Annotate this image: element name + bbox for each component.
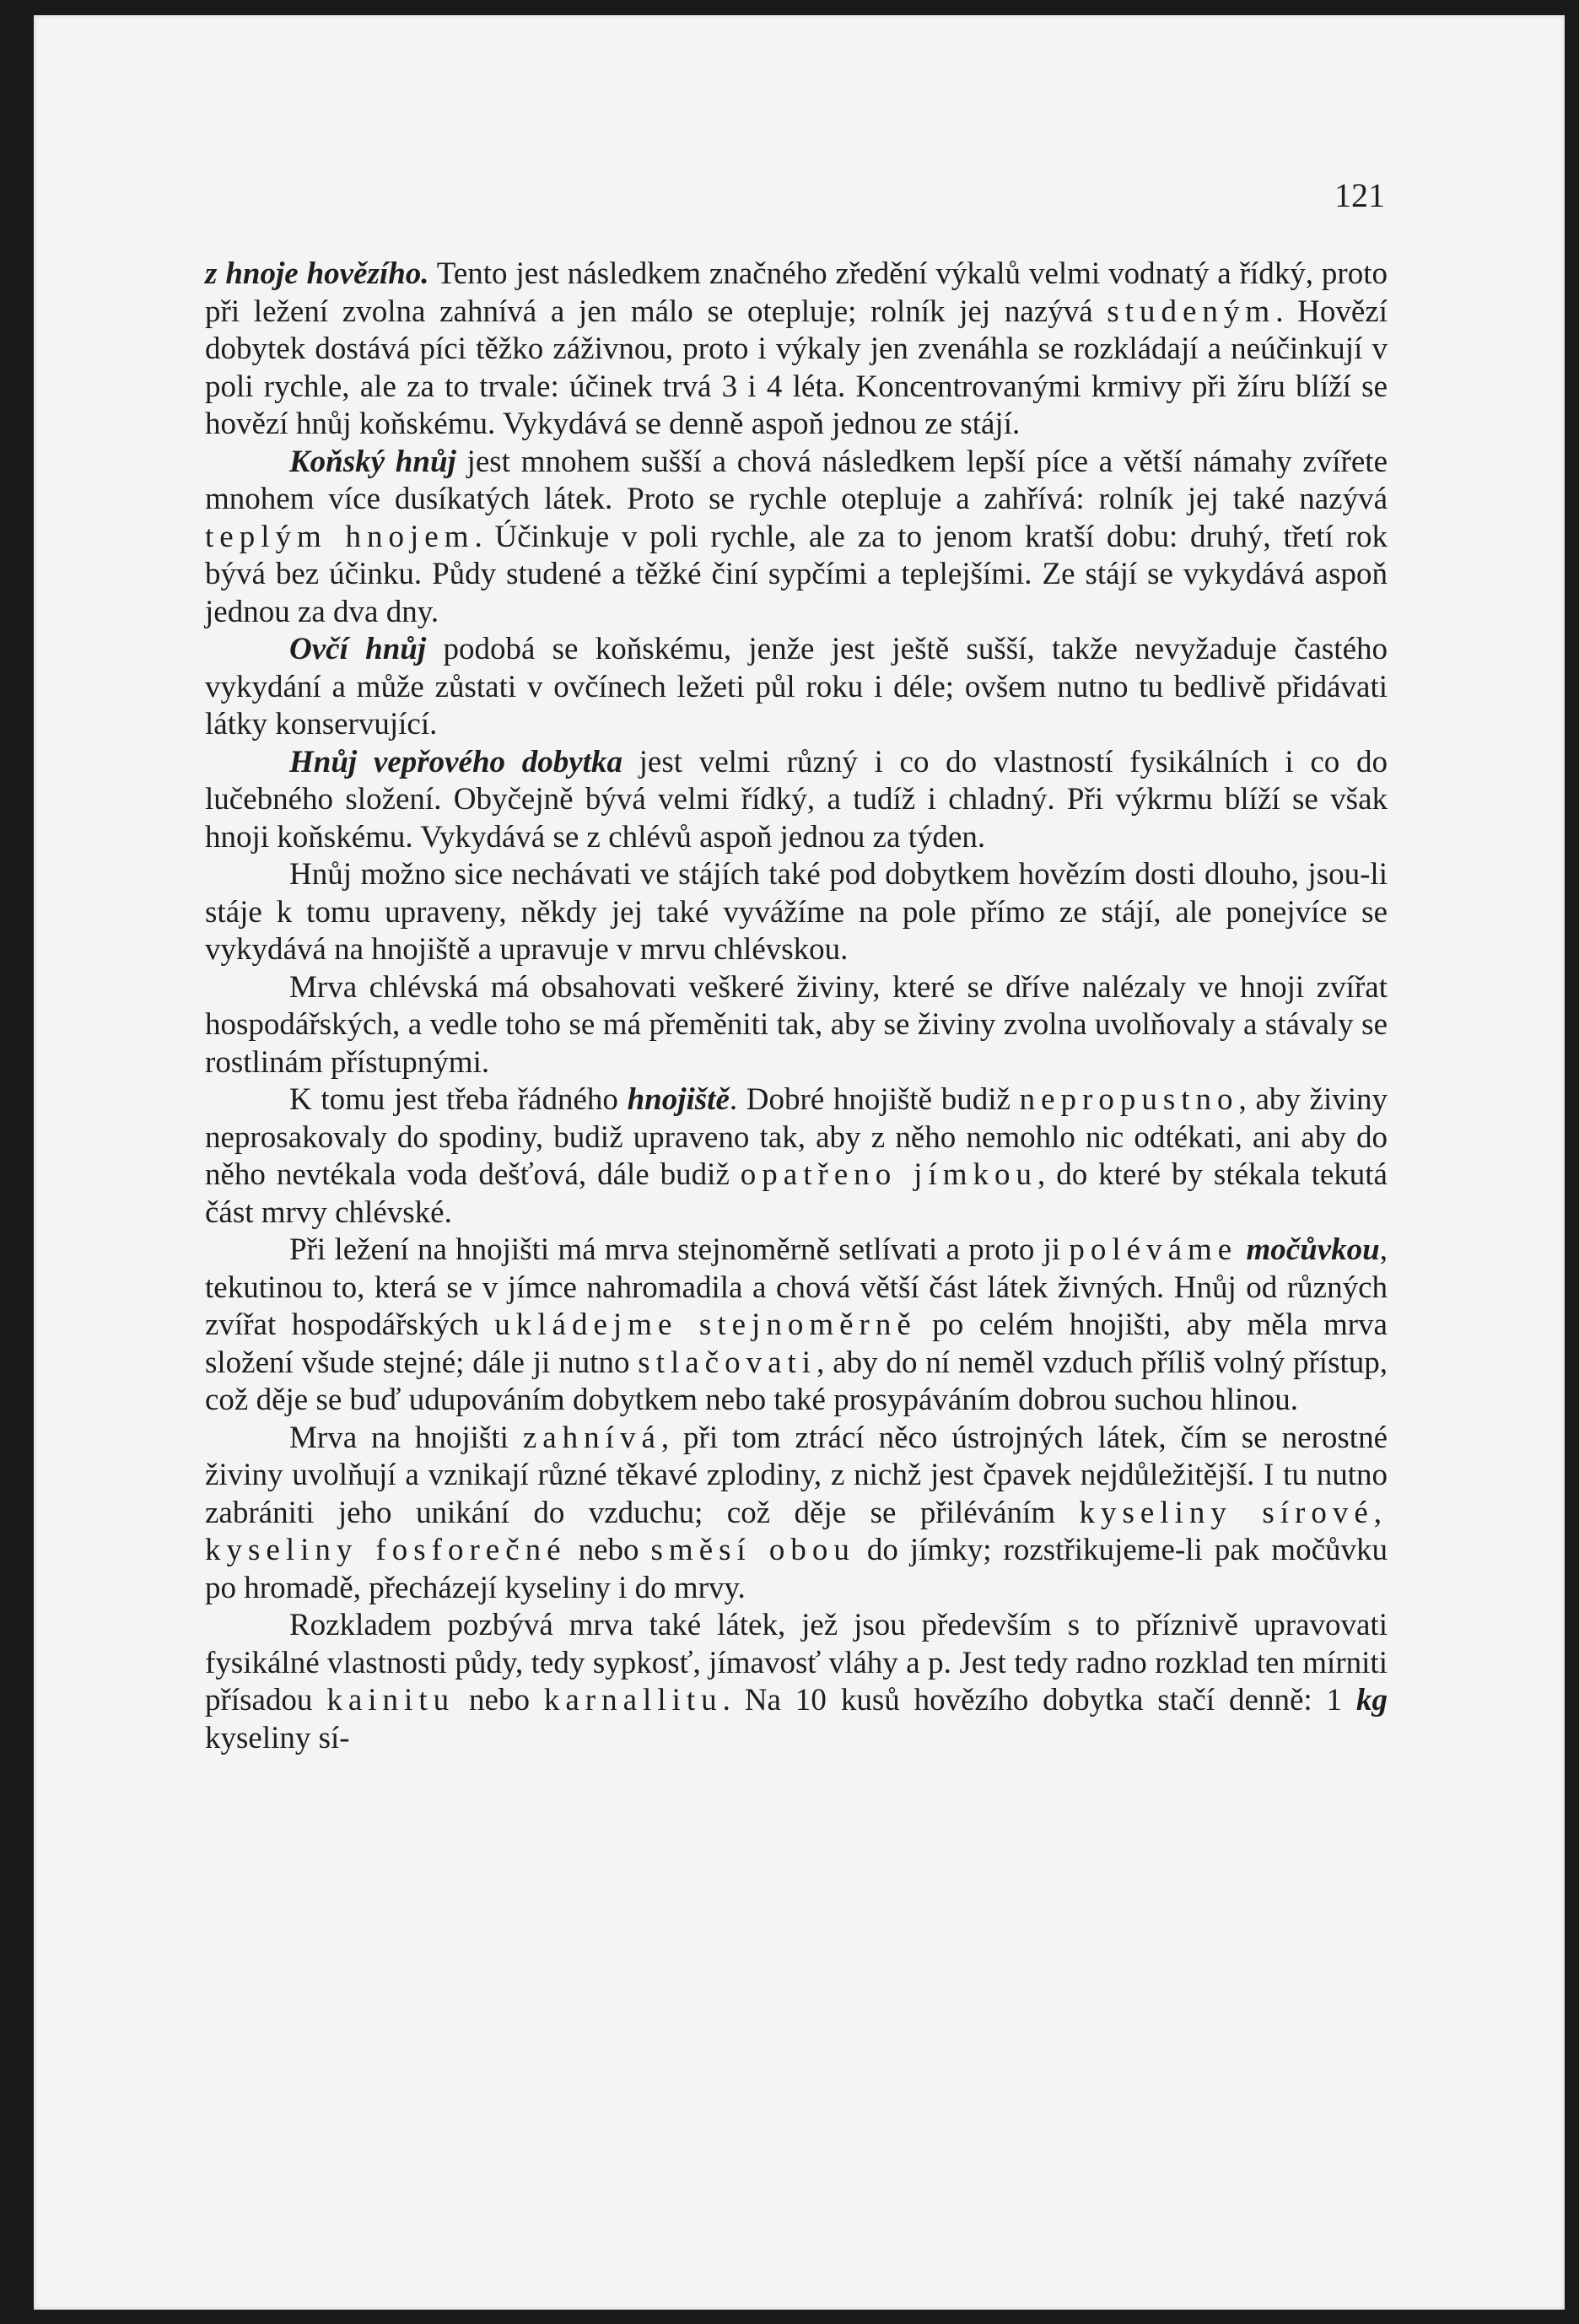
paragraph — [205, 1607, 1388, 1757]
text-run: kyseliny sí- — [205, 1720, 350, 1755]
spaced-emphasis: opatřeno jímkou — [740, 1157, 1038, 1192]
text-run: podobá se koňskému, jenže jest ještě sušší, takže nevyžaduje častého vykydání a může zůstati v ovčínech ležeti půl roku i déle; ovšem nutno tu bedlivě přidávati látky konservující. — [205, 632, 1388, 741]
spaced-emphasis: zahnívá — [522, 1420, 661, 1455]
text-run: nebo — [455, 1683, 544, 1717]
paragraph — [205, 1081, 1388, 1232]
italic-term: Ovčí hnůj — [289, 632, 427, 666]
spaced-emphasis: ukládejme stejnoměrně — [494, 1308, 917, 1342]
paragraph — [205, 744, 1388, 857]
spaced-emphasis: kyseliny sírové, kyseliny fosforečné — [205, 1495, 1388, 1567]
text-run: K tomu jest třeba řádného — [289, 1082, 628, 1117]
text-run: . Hovězí dobytek dostává píci těžko záživnou, proto i výkaly jen zvenáhla se rozkládají a neúčinkují v poli rychle, ale za to trvale: účinek trvá 3 i 4 léta. Koncentrovanými krmivy při žíru blíží se hovězí hnůj koňskému. Vykydává se denně aspoň jednou ze stájí. — [205, 294, 1388, 441]
text-run — [1237, 1232, 1246, 1267]
text-run: , aby živiny neprosakovaly do spodiny, budiž upraveno tak, aby z něho nemohlo nic odtékati, ani aby do něho nevtékala voda dešťová, dále budiž — [205, 1082, 1388, 1192]
spaced-emphasis: nepropustno — [1019, 1082, 1239, 1117]
text-run: Hnůj možno sice nechávati ve stájích také pod dobytkem hovězím dosti dlouho, jsou-li stáje k tomu upraveny, někdy jej také vyvážíme na pole přímo ze stájí, ale ponejvíce se vykydává na hnojiště a upravuje v mrvu chlévskou. — [205, 857, 1388, 967]
text-run: Tento jest následkem značného zředění výkalů velmi vodnatý a řídký, proto při ležení zvolna zahnívá a jen málo se otepluje; rolník jej nazývá — [205, 256, 1388, 329]
paragraph — [205, 856, 1388, 969]
italic-term: z hnoje hovězího. — [205, 256, 429, 291]
spaced-emphasis: stlačovati — [638, 1345, 817, 1380]
spaced-emphasis: karnallitu — [543, 1683, 723, 1717]
text-run: Rozkladem pozbývá mrva také látek, jež jsou především s to příznivě upravovati fysikálné vlastnosti půdy, tedy sypkosť, jímavosť vláhy a p. Jest tedy radno rozklad ten mírniti přísadou — [205, 1608, 1388, 1717]
paragraph — [205, 444, 1388, 632]
text-run: jest mnohem sušší a chová následkem lepší píce a větší námahy zvířete mnohem více dusíkatých látek. Proto se rychle otepluje a zahřívá: rolník jej také nazývá — [205, 444, 1388, 516]
text-run: . Účinkuje v poli rychle, ale za to jenom kratší dobu: druhý, třetí rok bývá bez účinku. Půdy studené a těžké činí sypčími a teplejšími. Ze stájí se vykydává aspoň jednou za dva dny. — [205, 519, 1388, 629]
italic-term: kg — [1355, 1683, 1388, 1717]
text-run: Mrva na hnojišti — [289, 1420, 523, 1455]
text-run: Při ležení na hnojišti má mrva stejnoměrně setlívati a proto ji — [289, 1232, 1070, 1267]
text-run: , při tom ztrácí něco ústrojných látek, čím se nerostné živiny uvolňují a vznikají různé těkavé zplodiny, z nichž jest čpavek nejdůležitější. I tu nutno zabrániti jeho unikání do vzduchu; což děje se přiléváním — [205, 1420, 1388, 1530]
spaced-emphasis: směsí obou — [650, 1533, 855, 1567]
italic-term: Hnůj vepřového dobytka — [289, 744, 622, 779]
text-run: nebo — [566, 1533, 651, 1567]
text-run: Mrva chlévská má obsahovati veškeré živiny, které se dříve nalézaly ve hnoji zvířat hospodářských, a vedle toho se má přeměniti tak, aby se živiny zvolna uvolňovaly a stávaly se rostlinám přístupnými. — [205, 969, 1388, 1080]
text-run: do jímky; rozstřikujeme-li pak močůvku po hromadě, přecházejí kyseliny i do mrvy. — [205, 1533, 1388, 1605]
paragraph — [205, 256, 1388, 444]
text-run: . Dobré hnojiště budiž — [729, 1082, 1020, 1117]
italic-term: Koňský hnůj — [289, 444, 456, 479]
page-number: 121 — [1334, 176, 1385, 214]
text-run: , do které by stékala tekutá část mrvy chlévské. — [205, 1157, 1388, 1230]
paragraph — [205, 1232, 1388, 1420]
text-run: po celém hnojišti, aby měla mrva složení všude stejné; dále ji nutno — [205, 1308, 1388, 1380]
spaced-emphasis: studeným — [1107, 294, 1276, 329]
text-run: . Na 10 kusů hovězího dobytka stačí denně: 1 — [722, 1683, 1356, 1717]
body-text — [205, 256, 1388, 1757]
paragraph — [205, 969, 1388, 1082]
text-run: , tekutinou to, která se v jímce nahromadila a chová větší část látek živných. Hnůj od různých zvířat hospodářských — [205, 1232, 1388, 1342]
spaced-emphasis: poléváme — [1069, 1232, 1238, 1267]
spaced-emphasis: kainitu — [326, 1683, 455, 1717]
italic-term: hnojiště — [627, 1082, 730, 1117]
paragraph — [205, 1420, 1388, 1608]
text-run: jest velmi různý i co do vlastností fysikálních i co do lučebného složení. Obyčejně bývá velmi řídký, a tudíž i chladný. Při výkrmu blíží se však hnoji koňskému. Vykydává se z chlévů aspoň jednou za týden. — [205, 744, 1388, 855]
spaced-emphasis: teplým hnojem — [205, 519, 475, 554]
paragraph — [205, 631, 1388, 744]
scanned-page — [34, 15, 1565, 2310]
italic-term: močůvkou — [1246, 1232, 1380, 1267]
text-run: , aby do ní neměl vzduch příliš volný přístup, což děje se buď udupováním dobytkem nebo také prosypáváním dobrou suchou hlinou. — [205, 1345, 1388, 1417]
